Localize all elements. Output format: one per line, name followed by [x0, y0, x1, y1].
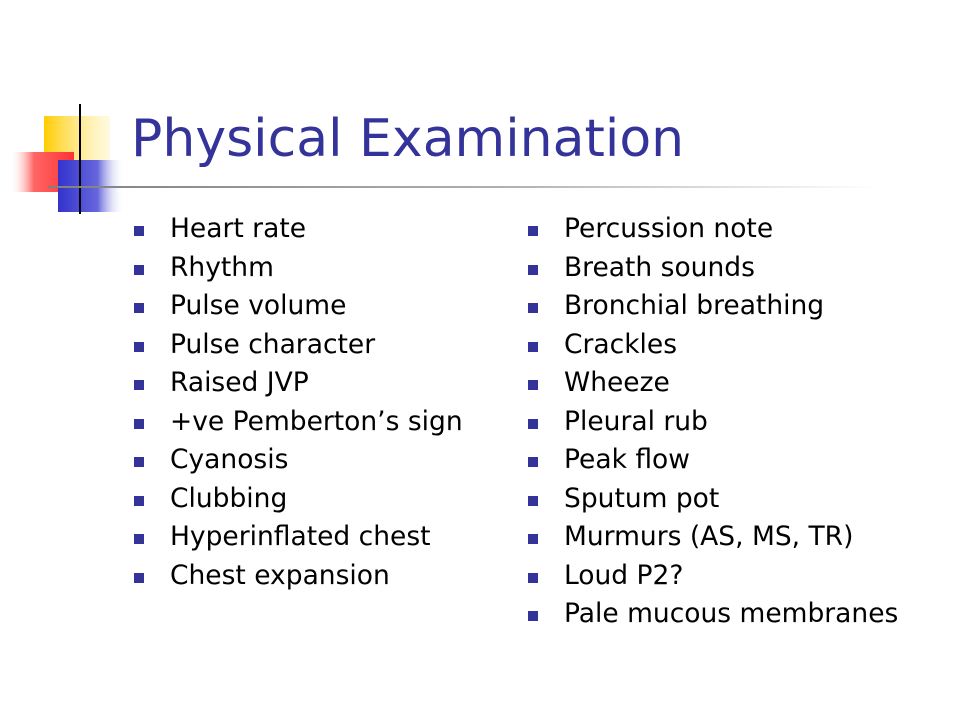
bullet-item: Pleural rub — [528, 403, 898, 442]
bullet-item: Bronchial breathing — [528, 287, 898, 326]
bullet-item: +ve Pemberton’s sign — [134, 403, 463, 442]
bullet-item: Wheeze — [528, 364, 898, 403]
bullet-item: Cyanosis — [134, 441, 463, 480]
bullet-item: Sputum pot — [528, 480, 898, 519]
bullet-item: Murmurs (AS, MS, TR) — [528, 518, 898, 557]
bullet-item: Rhythm — [134, 249, 463, 288]
title-divider — [48, 186, 878, 188]
bullet-item: Pulse character — [134, 326, 463, 365]
bullet-item: Percussion note — [528, 210, 898, 249]
bullet-item: Loud P2? — [528, 557, 898, 596]
bullet-item: Peak flow — [528, 441, 898, 480]
bullet-item: Heart rate — [134, 210, 463, 249]
left-bullet-list — [134, 210, 463, 595]
right-bullet-list — [528, 210, 898, 634]
bullet-item: Breath sounds — [528, 249, 898, 288]
slide-title: Physical Examination — [131, 109, 685, 169]
bullet-item: Raised JVP — [134, 364, 463, 403]
bullet-item: Crackles — [528, 326, 898, 365]
bullet-item: Clubbing — [134, 480, 463, 519]
bullet-item: Hyperinflated chest — [134, 518, 463, 557]
bullet-item: Chest expansion — [134, 557, 463, 596]
bullet-item: Pulse volume — [134, 287, 463, 326]
bullet-item: Pale mucous membranes — [528, 595, 898, 634]
